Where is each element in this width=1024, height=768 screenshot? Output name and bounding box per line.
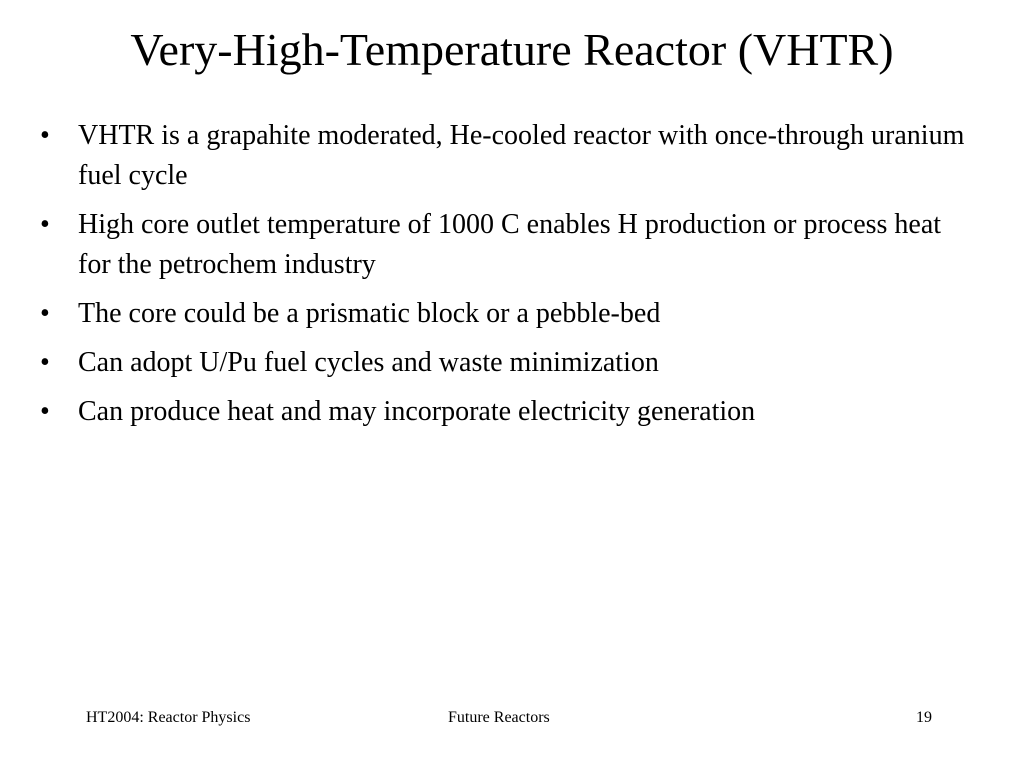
footer-course-label: HT2004: Reactor Physics [86,709,251,726]
bullet-item [38,116,978,196]
bullet-list [38,116,978,441]
bullet-dot-icon: • [40,347,50,378]
slide-title: Very-High-Temperature Reactor (VHTR) [130,24,894,75]
bullet-dot-icon: • [40,120,50,151]
bullet-text: VHTR is a grapahite moderated, He-cooled reactor with once-through uranium fuel cycle [78,120,965,191]
bullet-item [38,294,978,334]
bullet-text: Can produce heat and may incorporate electricity generation [78,396,756,427]
bullet-text: High core outlet temperature of 1000 C enables H production or process heat for the petrochem industry [78,209,942,280]
bullet-item [38,392,978,432]
bullet-text: Can adopt U/Pu fuel cycles and waste minimization [78,347,659,378]
bullet-text: The core could be a prismatic block or a pebble-bed [78,298,661,329]
bullet-dot-icon: • [40,396,50,427]
bullet-item [38,343,978,383]
footer-topic-label: Future Reactors [448,709,550,726]
bullet-dot-icon: • [40,298,50,329]
page-number: 19 [916,709,932,726]
bullet-dot-icon: • [40,209,50,240]
bullet-item [38,205,978,285]
